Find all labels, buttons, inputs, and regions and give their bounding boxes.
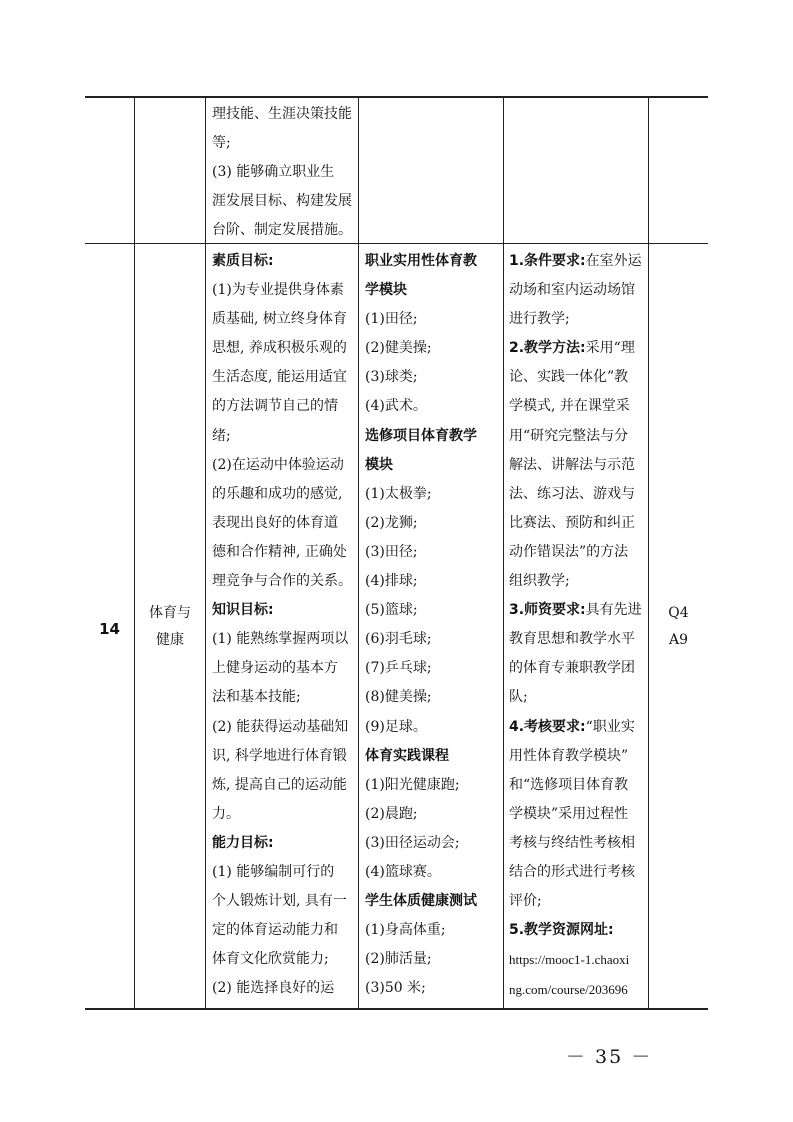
text-line: (8)健美操;: [365, 689, 432, 706]
text-line: 识, 科学地进行体育锻: [212, 747, 347, 764]
requirement-text: 比赛法、预防和纠正: [509, 514, 635, 531]
text-line: 定的体育运动能力和: [212, 922, 338, 939]
text-line: (2)健美操;: [365, 340, 432, 357]
text-line: 的乐趣和成功的感觉,: [212, 485, 343, 502]
text-line: (1)田径;: [365, 311, 418, 328]
text-line: (7)乒乓球;: [365, 660, 432, 677]
course-name-line1: 体育与: [149, 605, 191, 621]
course-name: [135, 600, 205, 654]
text-line: (2)在运动中体验运动: [212, 456, 344, 473]
requirement-text: 进行教学;: [509, 311, 570, 328]
text-line: 上健身运动的基本方: [212, 660, 338, 677]
text-line: 力。: [212, 805, 240, 822]
requirements-cell: [509, 247, 646, 1007]
text-line: (2)晨跑;: [365, 805, 418, 822]
text-line: 德和合作精神, 正确处: [212, 543, 347, 560]
requirement-line: [509, 392, 646, 421]
requirement-line: [509, 800, 646, 829]
requirement-text: 动场和室内运动场馆: [509, 282, 635, 299]
text-line: 思想, 养成积极乐观的: [212, 340, 347, 357]
requirement-line: [509, 654, 646, 683]
requirement-text: 组织教学;: [509, 573, 570, 590]
text-line: 知识目标:: [212, 602, 274, 619]
requirement-label: 1.条件要求:: [509, 253, 586, 269]
requirement-line: [509, 742, 646, 771]
text-line: (2) 能选择良好的运: [212, 980, 335, 997]
requirement-line: [509, 713, 646, 742]
requirement-line: [509, 538, 646, 567]
table-top-border: [85, 96, 708, 98]
text-line: (4)武术。: [365, 398, 427, 415]
requirement-line: [509, 829, 646, 858]
text-line: 选修项目体育教学: [365, 427, 477, 444]
requirement-line: [509, 276, 646, 305]
requirement-text: 用“研究完整法与分: [509, 427, 629, 444]
requirement-text: 在室外运: [585, 253, 642, 269]
text-line: 体育实践课程: [365, 747, 449, 764]
text-line: 表现出良好的体育道: [212, 514, 338, 531]
code-line2: A9: [668, 632, 689, 648]
text-line: (3) 能够确立职业生: [212, 164, 335, 181]
requirement-text: 教育思想和教学水平: [509, 631, 635, 648]
text-line: (1)身高体重;: [365, 922, 446, 939]
requirement-line: [509, 916, 646, 945]
course-table: [85, 96, 708, 1010]
requirement-line: [509, 480, 646, 509]
text-line: (1)阳光健康跑;: [365, 776, 460, 793]
requirement-line: [509, 858, 646, 887]
text-line: 质基础, 树立终身体育: [212, 311, 347, 328]
text-line: 绪;: [212, 427, 231, 444]
column-divider: [648, 96, 649, 1010]
requirement-text: 具有先进: [585, 602, 642, 619]
requirement-text: https://mooc1-1.chaoxi: [509, 952, 630, 968]
requirement-text: 论、实践一体化”教: [509, 369, 629, 386]
text-line: 涯发展目标、构建发展: [212, 193, 352, 210]
requirement-line: [509, 363, 646, 392]
text-line: 台阶、制定发展措施。: [212, 222, 352, 239]
page-number: － 35 －: [566, 1046, 653, 1068]
text-line: (6)羽毛球;: [365, 631, 432, 648]
text-line: (1) 能熟练掌握两项以: [212, 631, 349, 648]
text-line: 模块: [365, 456, 393, 473]
text-line: 学模块: [365, 282, 407, 299]
text-line: 体育文化欣赏能力;: [212, 951, 329, 968]
text-line: (2)肺活量;: [365, 951, 432, 968]
requirement-label: 3.师资要求:: [509, 602, 586, 619]
content-cell: [365, 247, 501, 1007]
text-line: (3)球类;: [365, 369, 418, 386]
requirement-text: 学模式, 并在课堂采: [509, 398, 630, 415]
requirement-line: [509, 945, 646, 975]
requirement-label: 4.考核要求:: [509, 718, 586, 735]
requirement-text: 动作错误法”的方法: [509, 543, 629, 560]
requirement-text: 解法、讲解法与示范: [509, 456, 635, 473]
text-line: (9)足球。: [365, 718, 427, 735]
requirement-line: [509, 451, 646, 480]
requirement-text: 的体育专兼职教学团: [509, 660, 635, 677]
requirement-text: 法、练习法、游戏与: [509, 485, 635, 502]
requirement-text: 考核与终结性考核相: [509, 834, 635, 851]
requirement-label: 2.教学方法:: [509, 340, 586, 357]
requirement-line: [509, 305, 646, 334]
requirement-text: 和“选修项目体育教: [509, 776, 629, 793]
requirement-text: 结合的形式进行考核: [509, 863, 635, 880]
text-line: (3)田径;: [365, 543, 418, 560]
text-line: 炼, 提高自己的运动能: [212, 776, 347, 793]
text-line: 法和基本技能;: [212, 689, 301, 706]
requirement-line: [509, 567, 646, 596]
requirement-text: 学模块”采用过程性: [509, 805, 629, 822]
requirement-line: [509, 683, 646, 712]
requirement-line: [509, 247, 646, 276]
table-bottom-border: [85, 1008, 708, 1010]
text-line: 个人锻炼计划, 具有一: [212, 893, 347, 910]
requirement-line: [509, 887, 646, 916]
column-divider: [205, 96, 206, 1010]
objectives-cell: [212, 247, 356, 1007]
text-line: (3)50 米;: [365, 980, 426, 997]
requirement-line: [509, 771, 646, 800]
requirement-text: ng.com/course/203696: [509, 982, 628, 998]
text-line: (4)篮球赛。: [365, 863, 441, 880]
text-line: (4)排球;: [365, 573, 418, 590]
requirement-line: [509, 975, 646, 1005]
requirement-label: 5.教学资源网址:: [509, 922, 614, 939]
code-cell: [649, 600, 708, 654]
text-line: 理竞争与合作的关系。: [212, 573, 352, 590]
requirement-line: [509, 509, 646, 538]
course-name-line2: 健康: [156, 632, 184, 648]
text-line: (1)为专业提供身体素: [212, 282, 344, 299]
text-line: (5)篮球;: [365, 602, 418, 619]
text-line: (2)龙狮;: [365, 514, 418, 531]
text-line: 等;: [212, 135, 231, 152]
requirement-text: 用性体育教学模块”: [509, 747, 629, 764]
prev-row-objectives-cell: [212, 100, 356, 242]
text-line: (2) 能获得运动基础知: [212, 718, 349, 735]
row-number: 14: [99, 620, 120, 638]
text-line: 学生体质健康测试: [365, 893, 477, 910]
text-line: 生活态度, 能运用适宜: [212, 369, 347, 386]
text-line: 素质目标:: [212, 253, 274, 269]
text-line: 能力目标:: [212, 834, 274, 851]
text-line: (3)田径运动会;: [365, 834, 460, 851]
requirement-line: [509, 625, 646, 654]
column-divider: [358, 96, 359, 1010]
requirement-text: 采用“理: [585, 340, 635, 357]
requirement-text: 队;: [509, 689, 528, 706]
requirement-line: [509, 334, 646, 363]
requirement-text: “职业实: [585, 718, 635, 735]
text-line: (1) 能够编制可行的: [212, 863, 335, 880]
requirement-text: 评价;: [509, 893, 542, 910]
column-divider: [503, 96, 504, 1010]
requirement-line: [509, 422, 646, 451]
text-line: (1)太极拳;: [365, 485, 432, 502]
requirement-line: [509, 596, 646, 625]
code-line1: Q4: [668, 605, 689, 621]
text-line: 的方法调节自己的情: [212, 398, 338, 415]
row-divider: [85, 243, 708, 244]
text-line: 理技能、生涯决策技能: [212, 106, 352, 122]
column-divider: [134, 96, 135, 1010]
text-line: 职业实用性体育教: [365, 253, 477, 269]
